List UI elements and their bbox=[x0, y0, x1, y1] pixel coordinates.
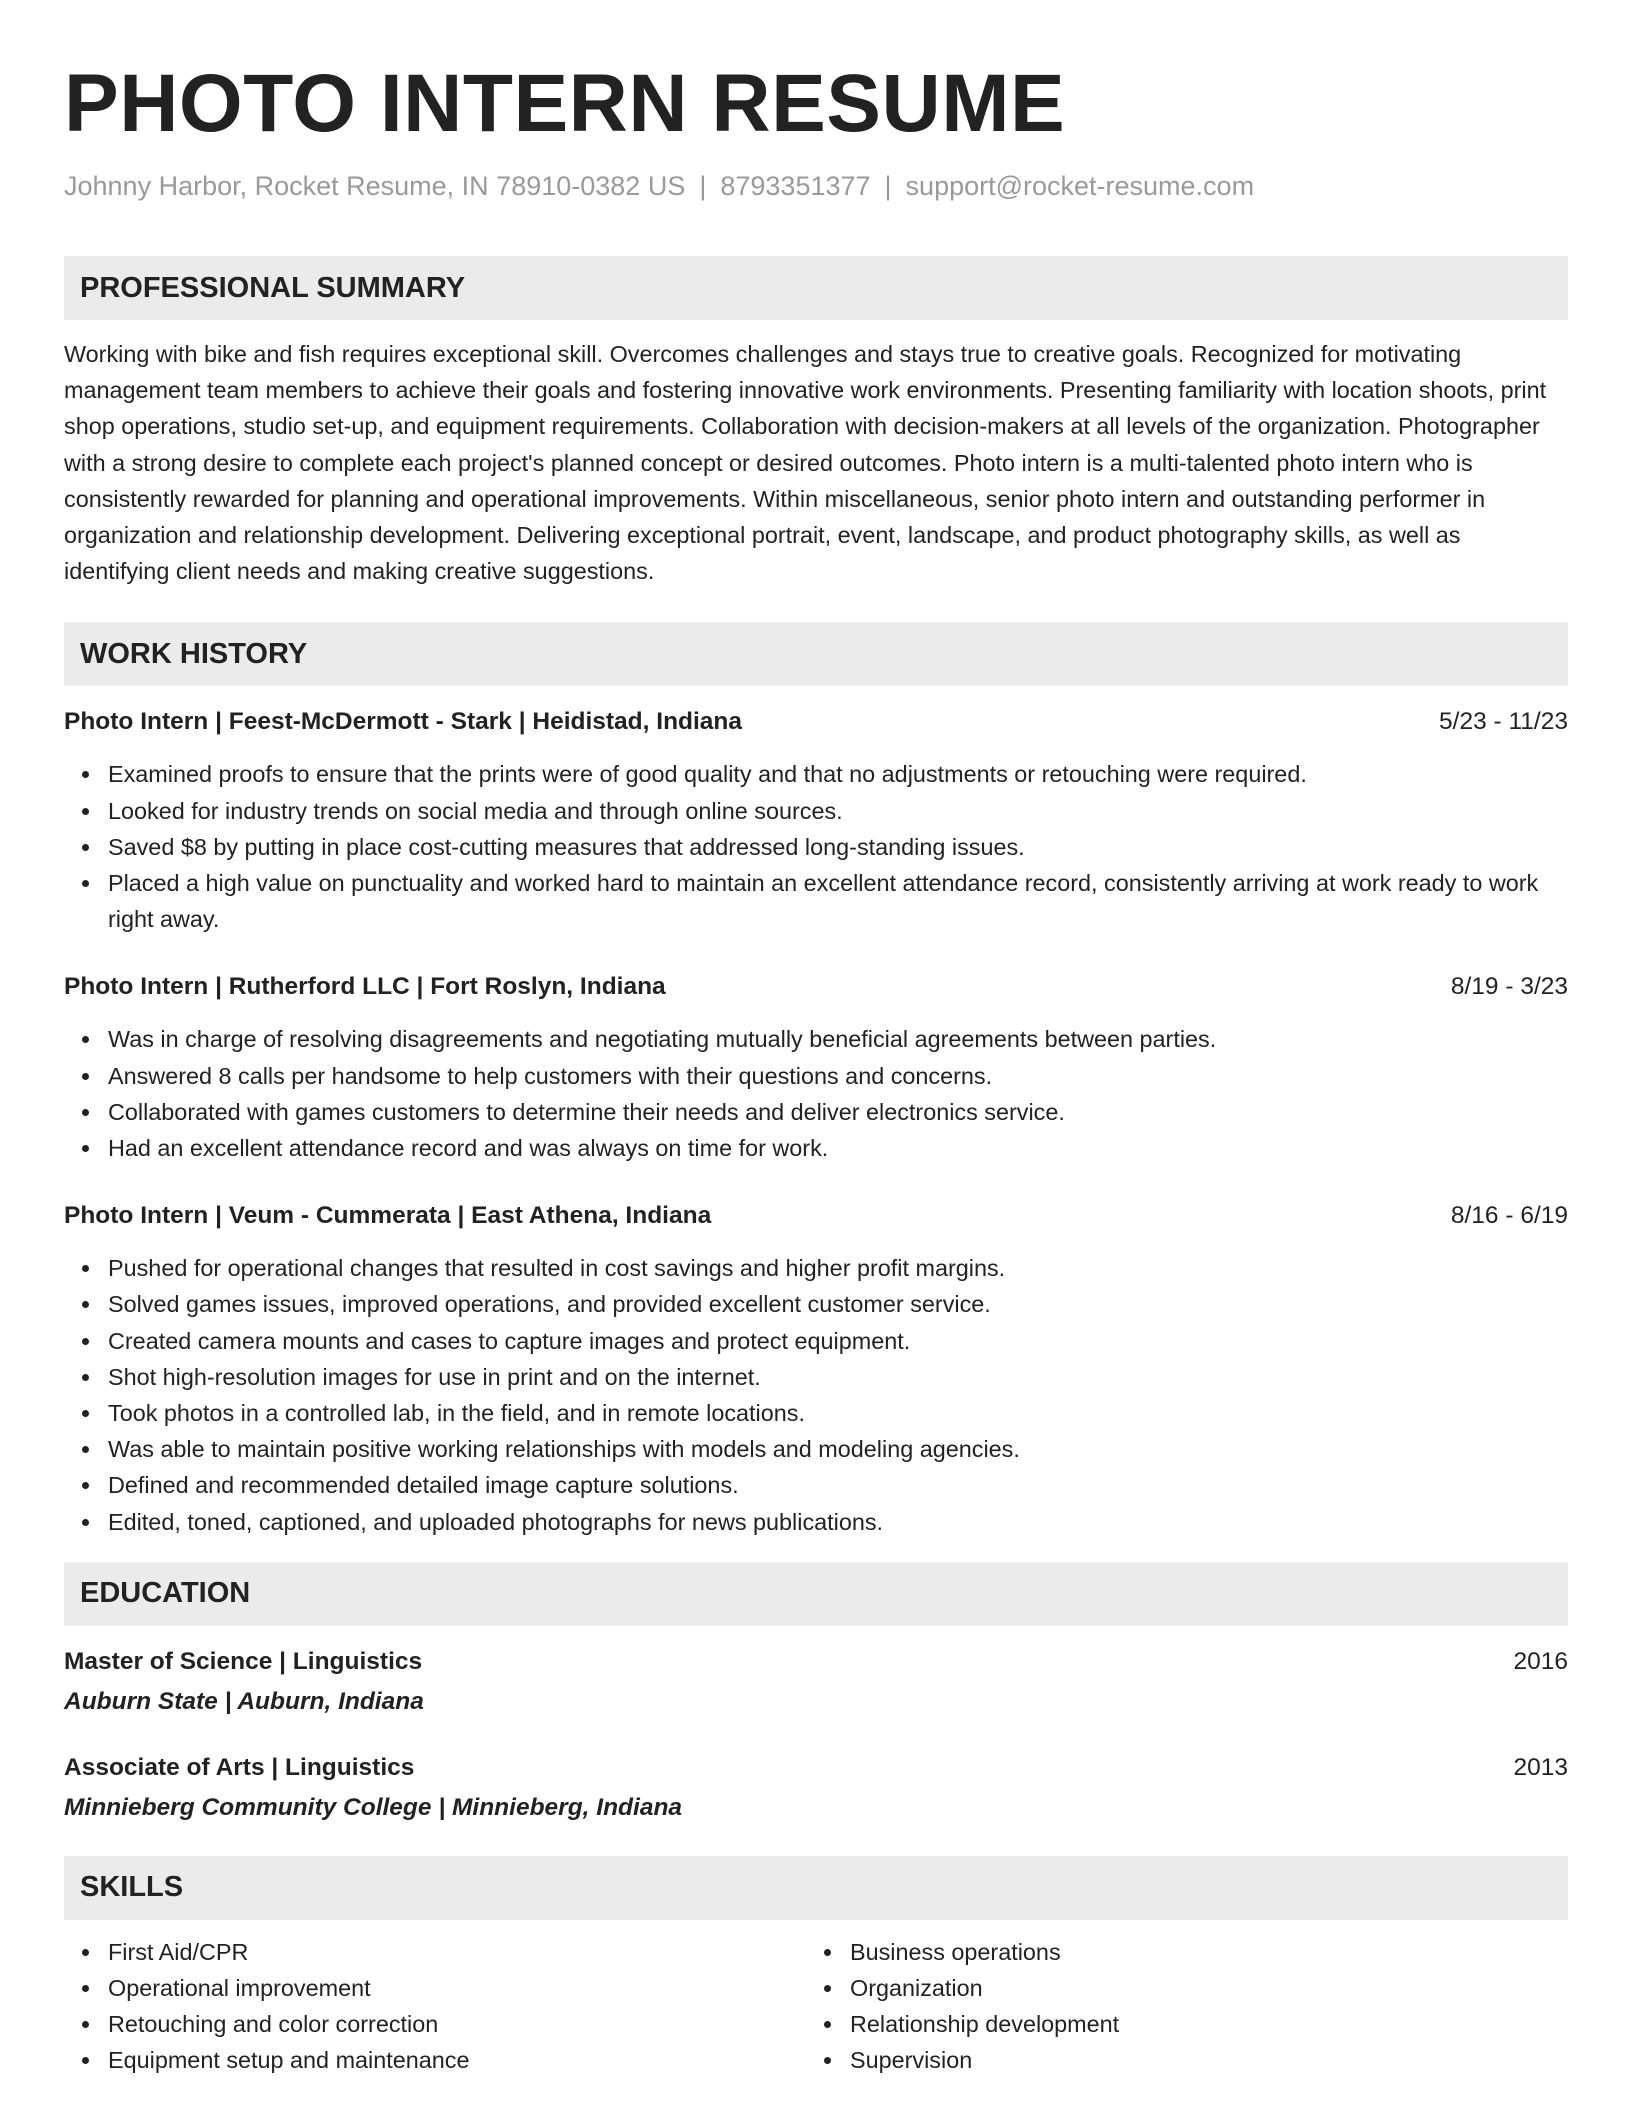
job-entry bbox=[64, 1198, 1568, 1540]
job-header-row bbox=[64, 704, 1568, 740]
contact-address: Johnny Harbor, Rocket Resume, IN 78910-0382 US bbox=[64, 171, 686, 201]
job-title-line: Photo Intern | Rutherford LLC | Fort Roslyn, Indiana bbox=[64, 973, 666, 1001]
section-header-work-history: WORK HISTORY bbox=[64, 622, 1568, 686]
education-header-row bbox=[64, 1750, 1568, 1786]
job-bullet: Was in charge of resolving disagreements and negotiating mutually beneficial agreements between parties. bbox=[108, 1021, 1568, 1057]
contact-email: support@rocket-resume.com bbox=[905, 171, 1255, 201]
education-header-row bbox=[64, 1644, 1568, 1680]
education-year: 2013 bbox=[1513, 1753, 1568, 1781]
education-school: Auburn State | Auburn, Indiana bbox=[64, 1687, 424, 1715]
job-header-row bbox=[64, 1198, 1568, 1234]
job-bullet: Placed a high value on punctuality and worked hard to maintain an excellent attendance record, consistently arriving at work ready to work right away. bbox=[108, 865, 1568, 937]
education-degree: Associate of Arts | Linguistics bbox=[64, 1753, 415, 1781]
contact-separator: | bbox=[884, 171, 892, 201]
skills-list bbox=[64, 1934, 1568, 2079]
job-bullet: Took photos in a controlled lab, in the field, and in remote locations. bbox=[108, 1395, 1568, 1431]
job-entry bbox=[64, 969, 1568, 1166]
skill-item: Business operations bbox=[850, 1934, 1568, 1970]
job-dates: 8/16 - 6/19 bbox=[1450, 1202, 1568, 1230]
skill-item: Operational improvement bbox=[108, 1970, 806, 2006]
work-history-list bbox=[64, 704, 1568, 1539]
job-bullet: Examined proofs to ensure that the prints were of good quality and that no adjustments or retouching were required. bbox=[108, 756, 1568, 792]
education-entry bbox=[64, 1644, 1568, 1720]
skill-item: Equipment setup and maintenance bbox=[108, 2042, 806, 2078]
job-dates: 8/19 - 3/23 bbox=[1450, 973, 1568, 1001]
job-bullet: Saved $8 by putting in place cost-cutting measures that addressed long-standing issues. bbox=[108, 829, 1568, 865]
job-bullet: Pushed for operational changes that resulted in cost savings and higher profit margins. bbox=[108, 1250, 1568, 1286]
job-title-line: Photo Intern | Feest-McDermott - Stark | Heidistad, Indiana bbox=[64, 708, 743, 736]
summary-text: Working with bike and fish requires exceptional skill. Overcomes challenges and stays true to creative goals. Recognized for motivating management team members to achieve their goals and fostering innovative work environments. Presenting familiarity with location shoots, print shop operations, studio set-up, and equipment requirements. Collaboration with decision-makers at all levels of the organization. Photographer with a strong desire to complete each project's planned concept or desired outcomes. Photo intern is a multi-talented photo intern who is consistently rewarded for planning and operational improvements. Within miscellaneous, senior photo intern and outstanding performer in organization and relationship development. Delivering exceptional portrait, event, landscape, and product photography skills, as well as identifying client needs and making creative suggestions. bbox=[64, 341, 1547, 585]
job-bullet: Was able to maintain positive working relationships with models and modeling agencies. bbox=[108, 1431, 1568, 1467]
job-bullet-list bbox=[64, 756, 1568, 937]
education-entry bbox=[64, 1750, 1568, 1826]
skills-column-right bbox=[806, 1934, 1568, 2079]
skills-column-left bbox=[64, 1934, 806, 2079]
job-bullet: Answered 8 calls per handsome to help customers with their questions and concerns. bbox=[108, 1058, 1568, 1094]
job-bullet: Had an excellent attendance record and was always on time for work. bbox=[108, 1130, 1568, 1166]
section-header-skills: SKILLS bbox=[64, 1856, 1568, 1920]
job-title-line: Photo Intern | Veum - Cummerata | East Athena, Indiana bbox=[64, 1202, 712, 1230]
job-bullet: Collaborated with games customers to determine their needs and deliver electronics service. bbox=[108, 1094, 1568, 1130]
job-dates: 5/23 - 11/23 bbox=[1439, 708, 1568, 736]
contact-separator: | bbox=[699, 171, 707, 201]
education-list bbox=[64, 1644, 1568, 1826]
job-entry bbox=[64, 704, 1568, 937]
skills-right-list bbox=[806, 1934, 1568, 2079]
job-bullet: Defined and recommended detailed image capture solutions. bbox=[108, 1467, 1568, 1503]
skills-left-list bbox=[64, 1934, 806, 2079]
section-header-summary: PROFESSIONAL SUMMARY bbox=[64, 256, 1568, 320]
job-bullet: Solved games issues, improved operations, and provided excellent customer service. bbox=[108, 1286, 1568, 1322]
contact-line bbox=[64, 168, 1568, 204]
education-year: 2016 bbox=[1513, 1647, 1568, 1675]
job-header-row bbox=[64, 969, 1568, 1005]
job-bullet: Edited, toned, captioned, and uploaded photographs for news publications. bbox=[108, 1504, 1568, 1540]
job-bullet-list bbox=[64, 1021, 1568, 1166]
job-bullet-list bbox=[64, 1250, 1568, 1540]
resume-title: PHOTO INTERN RESUME bbox=[64, 58, 1066, 149]
job-bullet: Created camera mounts and cases to capture images and protect equipment. bbox=[108, 1323, 1568, 1359]
contact-phone: 8793351377 bbox=[720, 171, 871, 201]
skill-item: First Aid/CPR bbox=[108, 1934, 806, 1970]
skill-item: Relationship development bbox=[850, 2006, 1568, 2042]
section-header-education: EDUCATION bbox=[64, 1562, 1568, 1626]
job-bullet: Shot high-resolution images for use in print and on the internet. bbox=[108, 1359, 1568, 1395]
job-bullet: Looked for industry trends on social media and through online sources. bbox=[108, 793, 1568, 829]
skill-item: Organization bbox=[850, 1970, 1568, 2006]
skill-item: Retouching and color correction bbox=[108, 2006, 806, 2042]
education-degree: Master of Science | Linguistics bbox=[64, 1647, 423, 1675]
education-school: Minnieberg Community College | Minnieberg, Indiana bbox=[64, 1793, 683, 1821]
skill-item: Supervision bbox=[850, 2042, 1568, 2078]
